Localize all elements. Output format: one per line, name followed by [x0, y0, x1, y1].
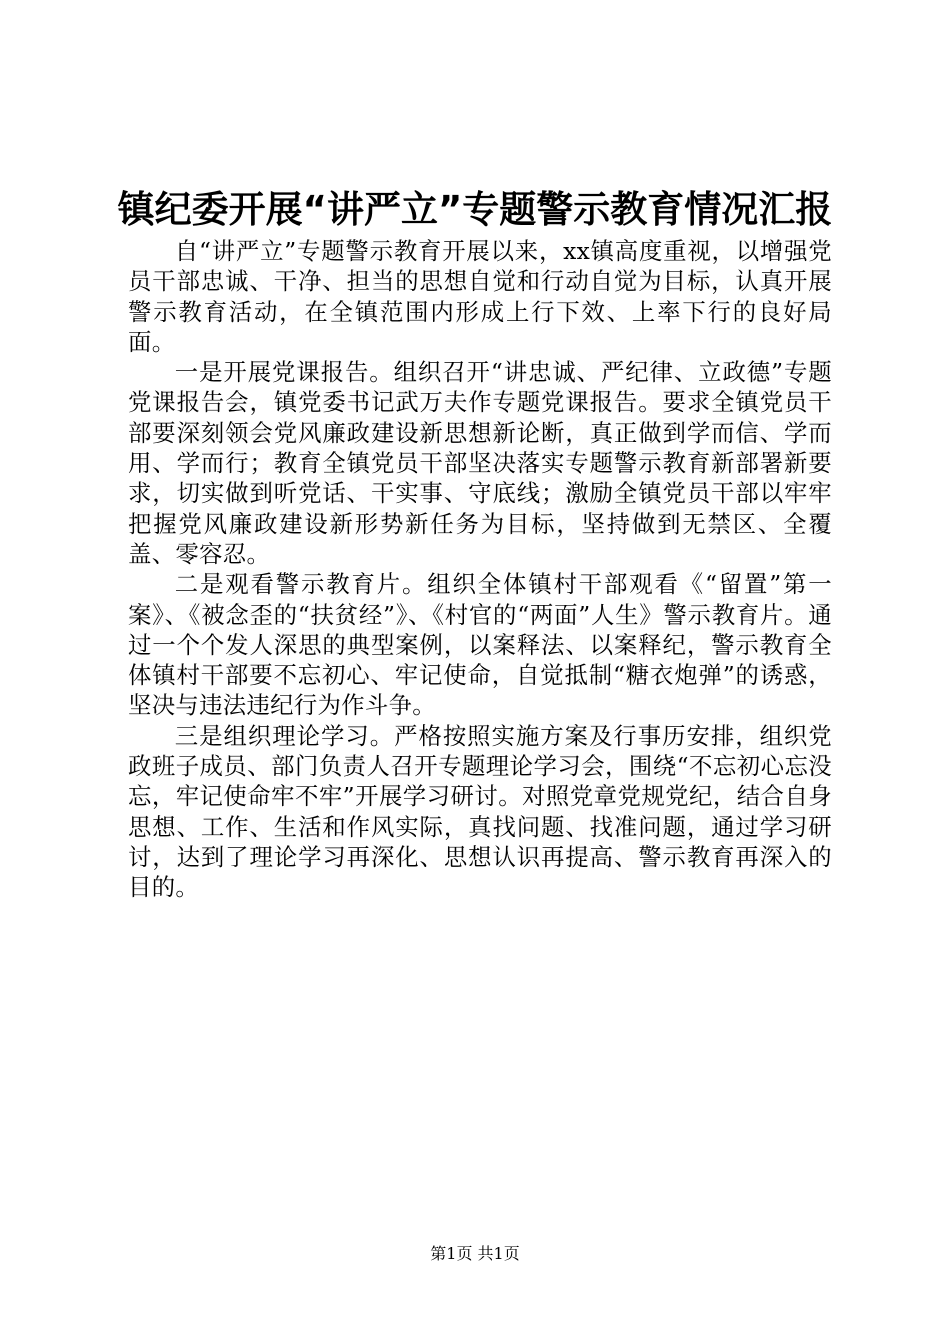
document-title: 镇纪委开展“讲严立”专题警示教育情况汇报 — [117, 188, 833, 231]
intro-paragraph: 自“讲严立”专题警示教育开展以来，xx镇高度重视，以增强党员干部忠诚、干净、担当的思想自觉和行动自觉为目标，认真开展警示教育活动，在全镇范围内形成上行下效、上率下行的良好局面。 — [128, 237, 832, 356]
document-body — [128, 236, 832, 903]
paragraph-warning-films: 二是观看警示教育片。组织全体镇村干部观看《“留置”第一案》、《被念歪的“扶贫经”》、《村官的“两面”人生》警示教育片。通过一个个发人深思的典型案例，以案释法、以案释纪，警示教育全体镇村干部要不忘初心、牢记使命，自觉抵制“糖衣炮弹”的诱惑，坚决与违法违纪行为作斗争。 — [128, 570, 832, 720]
paragraph-theory-study: 三是组织理论学习。严格按照实施方案及行事历安排，组织党政班子成员、部门负责人召开专题理论学习会，围绕“不忘初心忘没忘，牢记使命牢不牢”开展学习研讨。对照党章党规党纪，结合自身思想、工作、生活和作风实际，真找问题、找准问题，通过学习研讨，达到了理论学习再深化、思想认识再提高、警示教育再深入的目的。 — [128, 721, 832, 902]
page-number: 第1页 共1页 — [430, 1244, 520, 1263]
paragraph-party-lecture: 一是开展党课报告。组织召开“讲忠诚、严纪律、立政德”专题党课报告会，镇党委书记武万夫作专题党课报告。要求全镇党员干部要深刻领会党风廉政建设新思想新论断，真正做到学而信、学而用、学而行；教育全镇党员干部坚决落实专题警示教育新部署新要求，切实做到听党话、干实事、守底线；激励全镇党员干部以牢牢把握党风廉政建设新形势新任务为目标，坚持做到无禁区、全覆盖、零容忍。 — [128, 358, 832, 568]
